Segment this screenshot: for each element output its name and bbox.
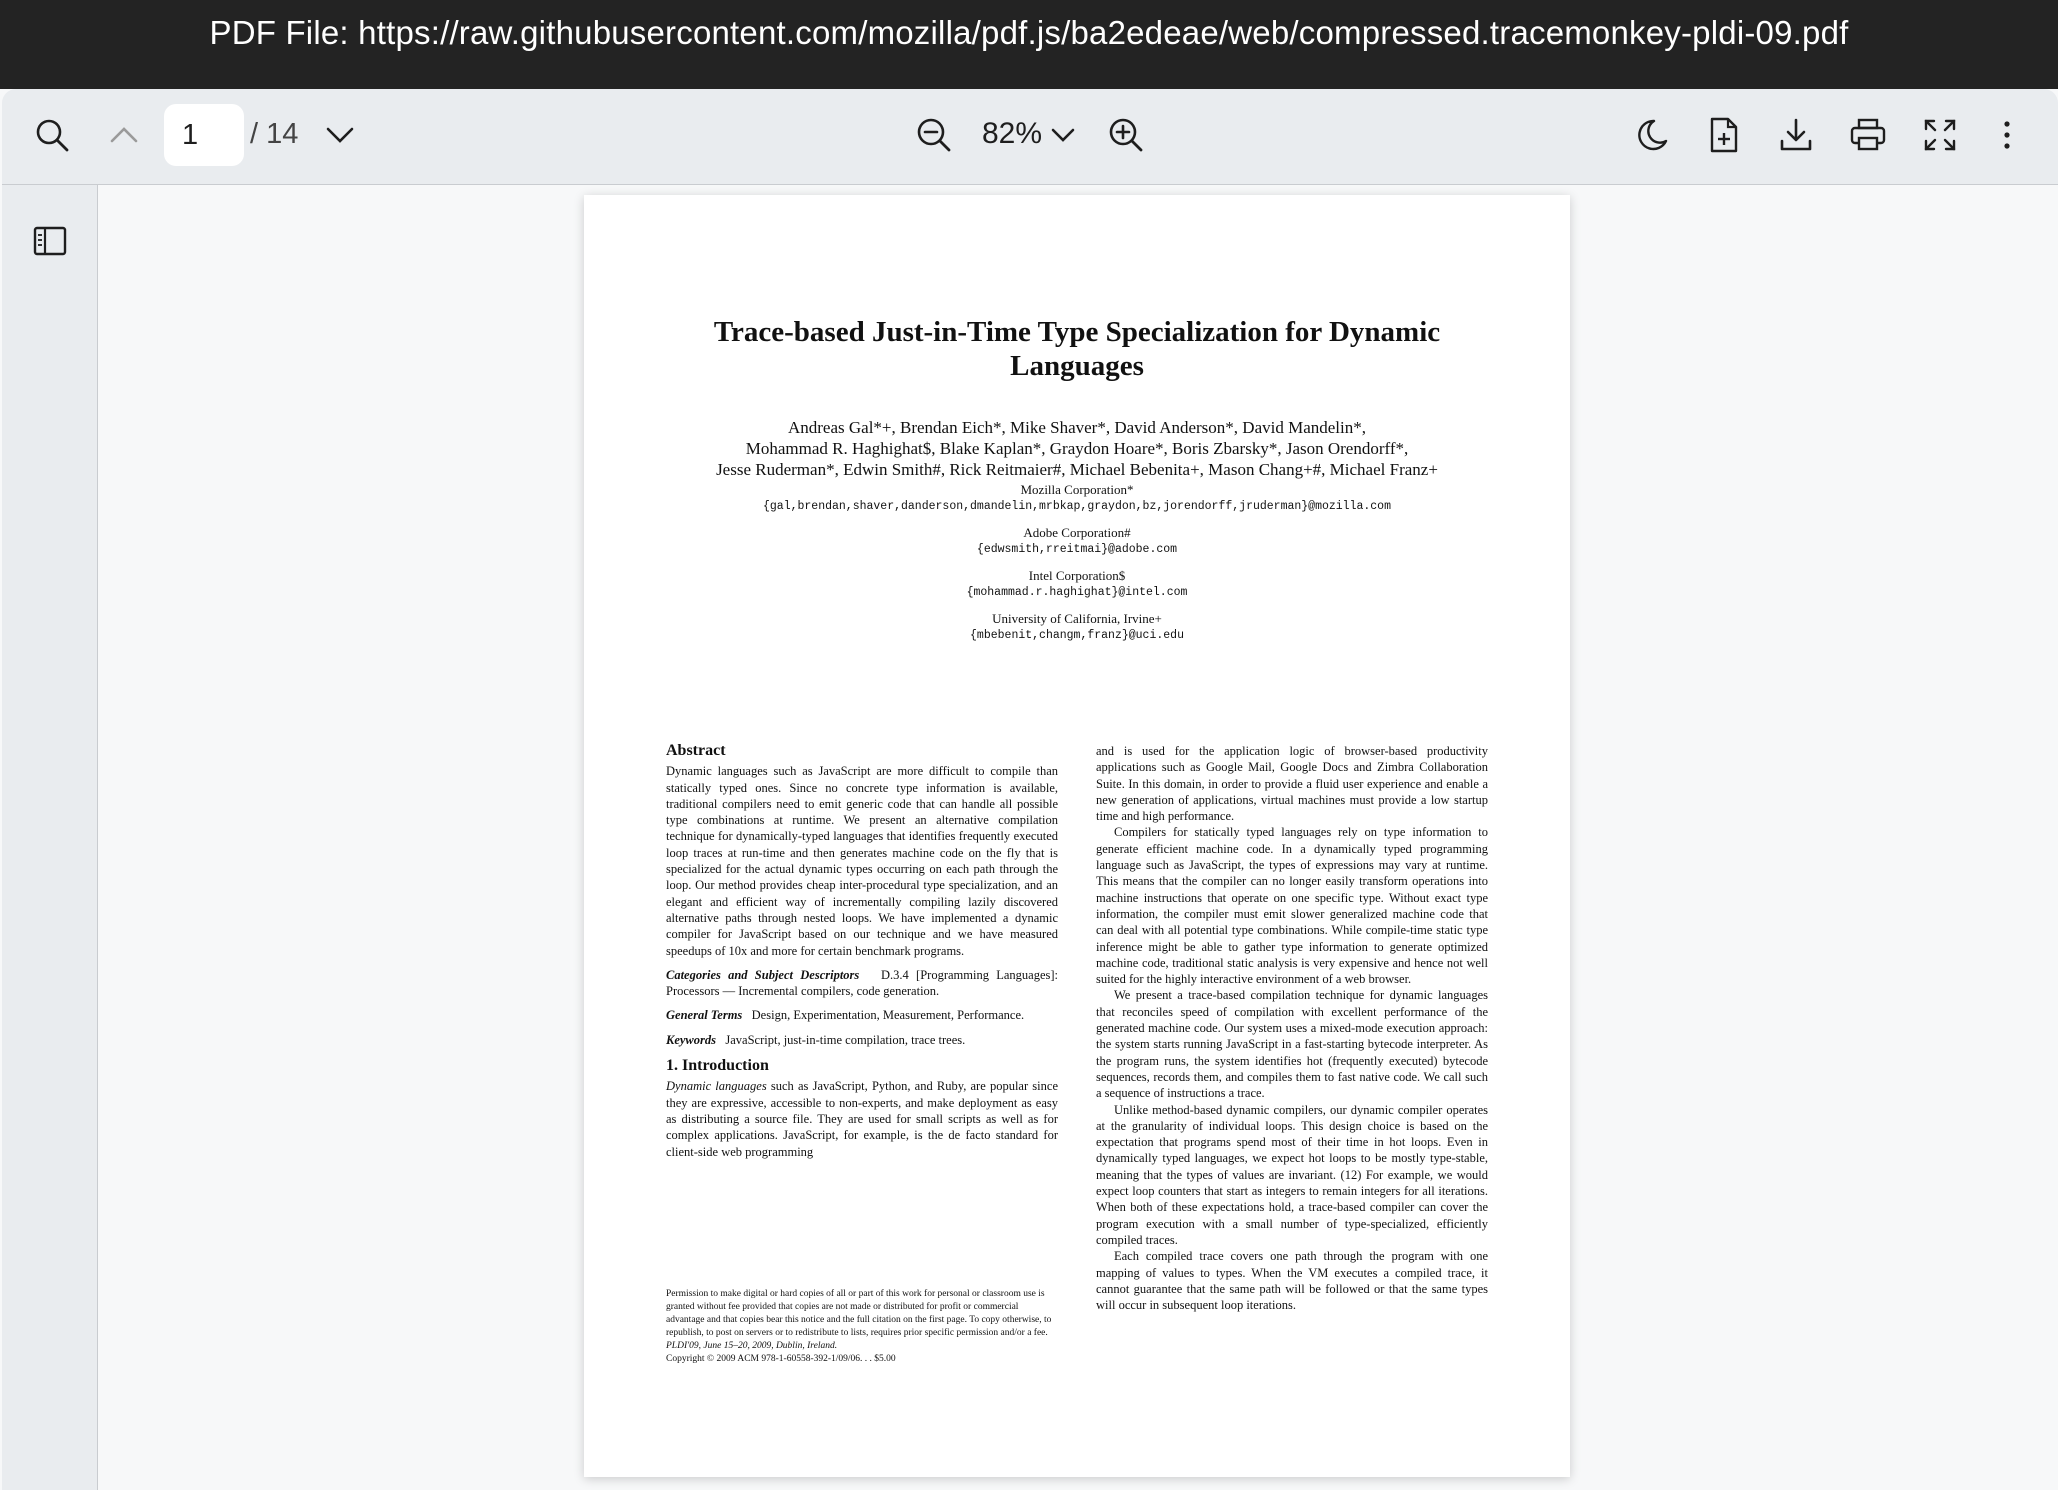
moon-icon[interactable] xyxy=(1630,113,1674,157)
copyright-footnote xyxy=(666,1288,1058,1366)
keywords-label: Keywords xyxy=(666,1032,716,1047)
intro-body: such as JavaScript, Python, and Ruby, are popular since they are expressive, accessible to non-experts, and make deployment as easy as distributing a source file. They are used for small scripts as well as for complex applications. JavaScript, for example, is the de facto standard for client-side web programming xyxy=(666,1079,1058,1159)
page-total: / 14 xyxy=(250,118,299,150)
chevron-down-icon[interactable] xyxy=(320,115,360,155)
right-paragraph-1: and is used for the application logic of browser-based productivity applications such as Google Mail, Google Docs and Zimbra Collaboration Suite. In this domain, in order to provide a fluid user experience and enable a new generation of applications, virtual machines must provide a low startup time and high performance. xyxy=(1096,744,1488,824)
zoom-out-icon[interactable] xyxy=(912,113,956,157)
paper-title: Trace-based Just-in-Time Type Specialization for Dynamic Languages xyxy=(713,316,1441,382)
affiliation-mozilla xyxy=(584,481,1570,515)
general-terms-label: General Terms xyxy=(666,1008,743,1023)
document-viewer[interactable] xyxy=(98,185,2058,1490)
search-icon[interactable] xyxy=(30,113,74,157)
fullscreen-icon[interactable] xyxy=(1918,113,1962,157)
categories xyxy=(666,967,1058,1000)
left-column xyxy=(666,743,1058,1160)
window-title-bar xyxy=(0,0,2058,89)
zoom-in-icon[interactable] xyxy=(1104,113,1148,157)
affiliation-email: {edwsmith,rreitmai}@adobe.com xyxy=(976,543,1178,556)
general-terms-text: Design, Experimentation, Measurement, Performance. xyxy=(751,1008,1025,1023)
authors-line-3: Jesse Ruderman*, Edwin Smith#, Rick Reitmaier#, Michael Bebenita+, Mason Chang+#, Michael Franz+ xyxy=(716,460,1438,479)
add-file-icon[interactable] xyxy=(1702,113,1746,157)
zoom-level[interactable]: 82% xyxy=(982,117,1043,150)
affiliation-intel xyxy=(584,567,1570,601)
affiliation-adobe xyxy=(584,524,1570,558)
paper-authors xyxy=(624,417,1530,480)
authors-line-2: Mohammad R. Haghighat$, Blake Kaplan*, Graydon Hoare*, Boris Zbarsky*, Jason Orendorff*, xyxy=(745,439,1409,458)
right-paragraph-5: Each compiled trace covers one path through the program with one mapping of values to types. When the VM executes a compiled trace, it cannot guarantee that the same path will be followed or that the same types will occur in subsequent loop iterations. xyxy=(1096,1249,1488,1313)
window-title: PDF File: https://raw.githubusercontent.com/mozilla/pdf.js/ba2edeae/web/compressed.tracemonkey-pldi-09.pdf xyxy=(209,14,1849,51)
affiliation-name: Mozilla Corporation* xyxy=(1020,482,1134,497)
general-terms xyxy=(666,1007,1058,1023)
footnote-permission: Permission to make digital or hard copies of all or part of this work for personal or classroom use is granted without fee provided that copies are not made or distributed for profit or commercial advantage and that copies bear this notice and the full citation on the first page. To copy otherwise, to republish, to post on servers or to redistribute to lists, requires prior specific permission and/or a fee. xyxy=(666,1289,1052,1338)
affiliation-name: Intel Corporation$ xyxy=(1028,568,1126,583)
pdf-page xyxy=(584,195,1570,1477)
abstract-text: Dynamic languages such as JavaScript are more difficult to compile than statically typed ones. Since no concrete type information is available, traditional compilers need to emit generic code that can handle all possible type combinations at runtime. We present an alternative compilation technique for dynamically-typed languages that identifies frequently executed loop traces at run-time and then generates machine code on the fly that is specialized for the actual dynamic types occurring on each path through the loop. Our method provides cheap inter-procedural type specialization, and an elegant and efficient way of incrementally compiling lazily discovered alternative paths through nested loops. We have implemented a dynamic compiler for JavaScript based on our technique and we have measured speedups of 10x and more for certain benchmark programs. xyxy=(666,764,1058,958)
page-number-input[interactable] xyxy=(164,104,244,166)
affiliation-uci xyxy=(584,610,1570,644)
keywords xyxy=(666,1032,1058,1048)
intro-lead: Dynamic languages xyxy=(666,1079,767,1094)
abstract-heading: Abstract xyxy=(666,742,726,759)
print-icon[interactable] xyxy=(1846,113,1890,157)
right-paragraph-4: Unlike method-based dynamic compilers, our dynamic compiler operates at the granularity of individual loops. This design choice is based on the expectation that programs spend most of their time in hot loops. Even in dynamically typed languages, we expect hot loops to be mostly type-stable, meaning that the types of values are invariant. (12) For example, we would expect loop counters that start as integers to remain integers for all iterations. When both of these expectations hold, a trace-based compiler can cover the program execution with a small number of type-specialized, efficiently compiled traces. xyxy=(1096,1102,1488,1247)
authors-line-1: Andreas Gal*+, Brendan Eich*, Mike Shaver*, David Anderson*, David Mandelin*, xyxy=(787,418,1367,437)
sidebar-toggle-icon[interactable] xyxy=(30,221,70,261)
download-icon[interactable] xyxy=(1774,113,1818,157)
affiliation-name: University of California, Irvine+ xyxy=(992,611,1162,626)
right-paragraph-2: Compilers for statically typed languages rely on type information to generate efficient machine code. In a dynamically typed programming language such as JavaScript, the types of expressions may vary at runtime. This means that the compiler can no longer easily transform operations into machine instructions that operate on one specific type. Without exact type information, the compiler must emit slower generalized machine code that can deal with all potential type combinations. While compile-time static type inference might be able to gather type information to generate optimized machine code, traditional static analysis is very expensive and hence not well suited for the highly interactive environment of a web browser. xyxy=(1096,825,1488,987)
affiliation-email: {mbebenit,changm,franz}@uci.edu xyxy=(970,629,1184,642)
affiliation-email: {mohammad.r.haghighat}@intel.com xyxy=(966,586,1188,599)
footnote-copyright: Copyright © 2009 ACM 978-1-60558-392-1/09/06. . . $5.00 xyxy=(666,1354,896,1364)
categories-text: D.3.4 [Programming Languages]: Processors — Incremental compilers, code generation. xyxy=(666,967,1058,999)
keywords-text: JavaScript, just-in-time compilation, trace trees. xyxy=(725,1032,966,1047)
more-vertical-icon[interactable] xyxy=(1992,113,2022,157)
right-paragraph-3: We present a trace-based compilation technique for dynamic languages that reconciles speed of compilation with excellent performance of the generated machine code. Our system uses a mixed-mode execution approach: the system starts running JavaScript in a fast-starting bytecode interpreter. As the program runs, the system identifies hot (frequently executed) bytecode sequences, records them, and compiles them to fast native code. We call such a sequence of instructions a trace. xyxy=(1096,988,1488,1101)
right-column xyxy=(1096,743,1488,1313)
footnote-venue: PLDI'09, June 15–20, 2009, Dublin, Ireland. xyxy=(666,1341,838,1351)
intro-text xyxy=(666,1078,1058,1159)
affiliation-name: Adobe Corporation# xyxy=(1023,525,1131,540)
chevron-up-icon[interactable] xyxy=(104,115,144,155)
zoom-dropdown-icon[interactable] xyxy=(1046,117,1080,153)
intro-heading: 1. Introduction xyxy=(666,1057,769,1075)
sidebar xyxy=(2,185,98,1490)
pdf-toolbar xyxy=(2,89,2058,185)
affiliation-email: {gal,brendan,shaver,danderson,dmandelin,mrbkap,graydon,bz,jorendorff,jruderman}@mozilla.com xyxy=(762,500,1391,513)
categories-label: Categories and Subject Descriptors xyxy=(666,967,860,982)
